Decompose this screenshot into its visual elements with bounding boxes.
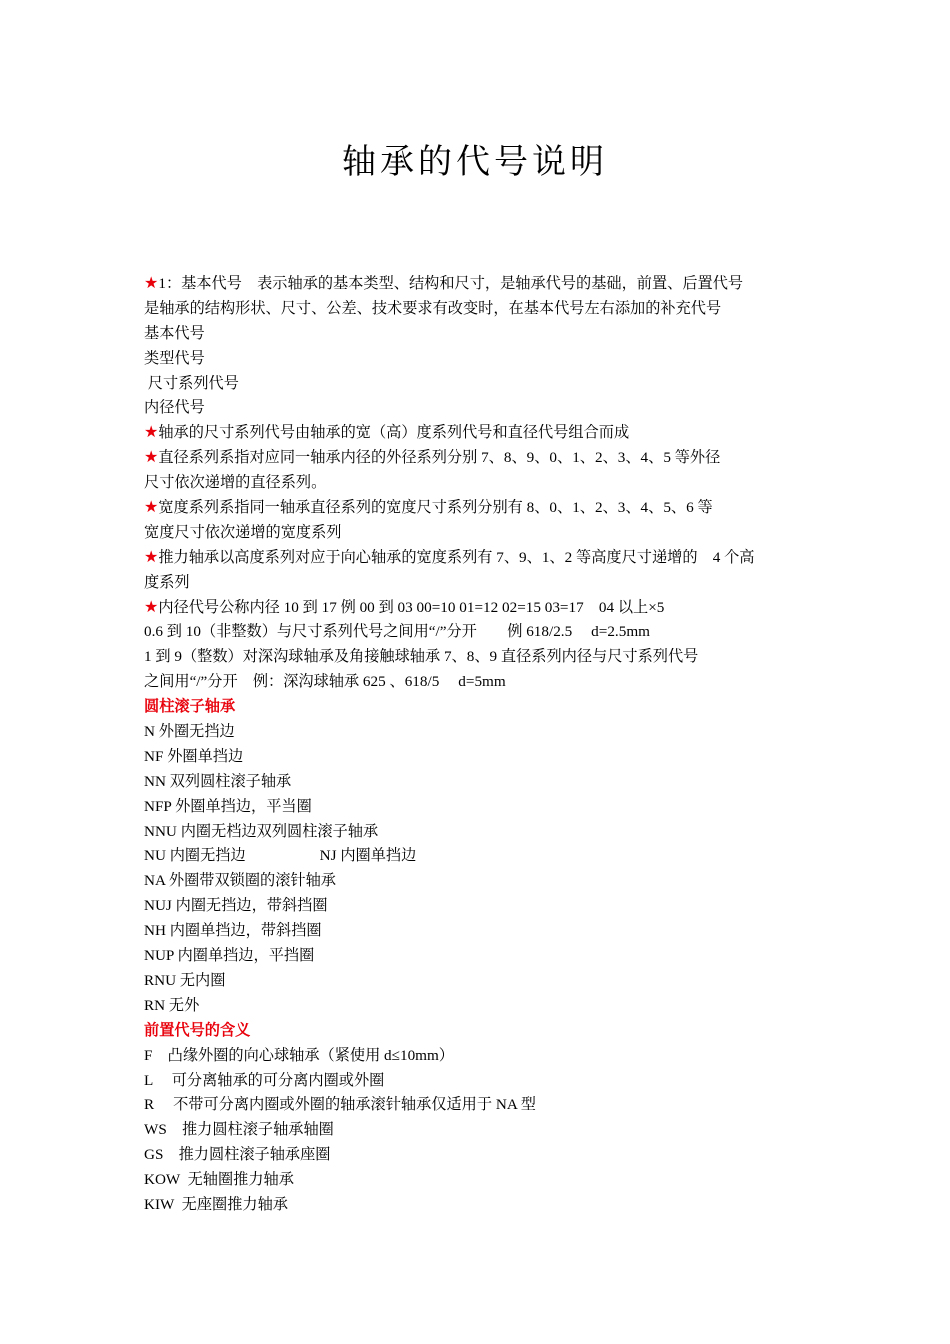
star-icon: ★: [144, 275, 159, 292]
list-item: NUP 内圈单挡边，平挡圈: [144, 947, 315, 965]
list-item: NF 外圈单挡边: [144, 747, 244, 765]
paragraph-bore-code-line-4: 之间用“/”分开 例：深沟球轴承 625 、618/5 d=5mm: [144, 673, 506, 691]
list-item: KIW 无座圈推力轴承: [144, 1195, 288, 1213]
list-item: NA 外圈带双锁圈的滚针轴承: [144, 872, 336, 890]
list-item: L 可分离轴承的可分离内圈或外圈: [144, 1071, 385, 1089]
star-icon: ★: [144, 499, 159, 517]
text-line: 内径代号: [144, 399, 205, 417]
section-heading-cylindrical: 圆柱滚子轴承: [144, 698, 236, 716]
list-item: F 凸缘外圈的向心球轴承（紧使用 d≤10mm）: [144, 1046, 454, 1064]
list-item-nu: NU 内圈无挡边: [144, 847, 246, 865]
list-item-nj: NJ 内圈单挡边: [319, 847, 417, 865]
section-heading-prefix: 前置代号的含义: [144, 1021, 251, 1039]
list-item-nu-nj: [144, 844, 824, 869]
document-title: 轴承的代号说明: [342, 142, 608, 182]
star-icon: ★: [144, 424, 159, 442]
paragraph-diameter-series-line-1: ★直径系列系指对应同一轴承内径的外径系列分别 7、8、9、0、1、2、3、4、5 等外径: [144, 449, 721, 467]
list-item: GS 推力圆柱滚子轴承座圈: [144, 1146, 331, 1164]
star-icon: ★: [144, 449, 159, 467]
paragraph-thrust-line-1: ★推力轴承以高度系列对应于向心轴承的宽度系列有 7、9、1、2 等高度尺寸递增的 4 个高: [144, 548, 755, 566]
paragraph-bore-code-line-2: 0.6 到 10（非整数）与尺寸系列代号之间用“/”分开 例 618/2.5 d=2.5mm: [144, 623, 650, 641]
list-item: N 外圈无挡边: [144, 723, 235, 741]
list-item: WS 推力圆柱滚子轴承轴圈: [144, 1121, 334, 1139]
paragraph-width-series-line-1: ★宽度系列系指同一轴承直径系列的宽度尺寸系列分别有 8、0、1、2、3、4、5、6 等: [144, 499, 713, 517]
star-icon: ★: [144, 598, 159, 616]
list-item: NN 双列圆柱滚子轴承: [144, 772, 292, 790]
paragraph-diameter-series-line-2: 尺寸依次递增的直径系列。: [144, 474, 327, 492]
document-body: [144, 272, 824, 1218]
text-line: 尺寸系列代号: [144, 374, 239, 392]
list-item: NNU 内圈无档边双列圆柱滚子轴承: [144, 822, 379, 840]
paragraph-width-series-line-2: 宽度尺寸依次递增的宽度系列: [144, 523, 342, 541]
list-item: RN 无外: [144, 996, 200, 1014]
list-item: NUJ 内圈无挡边，带斜挡圈: [144, 897, 328, 915]
list-item: NFP 外圈单挡边，平当圈: [144, 797, 312, 815]
paragraph-thrust-line-2: 度系列: [144, 573, 190, 591]
list-item: NH 内圈单挡边，带斜挡圈: [144, 922, 322, 940]
paragraph-basic-code-line-1: ★1：基本代号 表示轴承的基本类型、结构和尺寸，是轴承代号的基础，前置、后置代号: [144, 275, 744, 292]
list-item: RNU 无内圈: [144, 971, 226, 989]
text-line: 基本代号: [144, 324, 205, 342]
paragraph-size-series: ★轴承的尺寸系列代号由轴承的宽（高）度系列代号和直径代号组合而成: [144, 424, 630, 442]
paragraph-basic-code-line-2: 是轴承的结构形状、尺寸、公差、技术要求有改变时，在基本代号左右添加的补充代号: [144, 299, 722, 317]
star-icon: ★: [144, 548, 159, 566]
list-item: R 不带可分离内圈或外圈的轴承滚针轴承仅适用于 NA 型: [144, 1096, 536, 1114]
paragraph-bore-code-line-1: ★内径代号公称内径 10 到 17 例 00 到 03 00=10 01=12 02=15 03=17 04 以上×5: [144, 598, 665, 616]
text-line: 类型代号: [144, 349, 205, 367]
paragraph-bore-code-line-3: 1 到 9（整数）对深沟球轴承及角接触球轴承 7、8、9 直径系列内径与尺寸系列代号: [144, 648, 699, 666]
list-item: KOW 无轴圈推力轴承: [144, 1171, 294, 1189]
